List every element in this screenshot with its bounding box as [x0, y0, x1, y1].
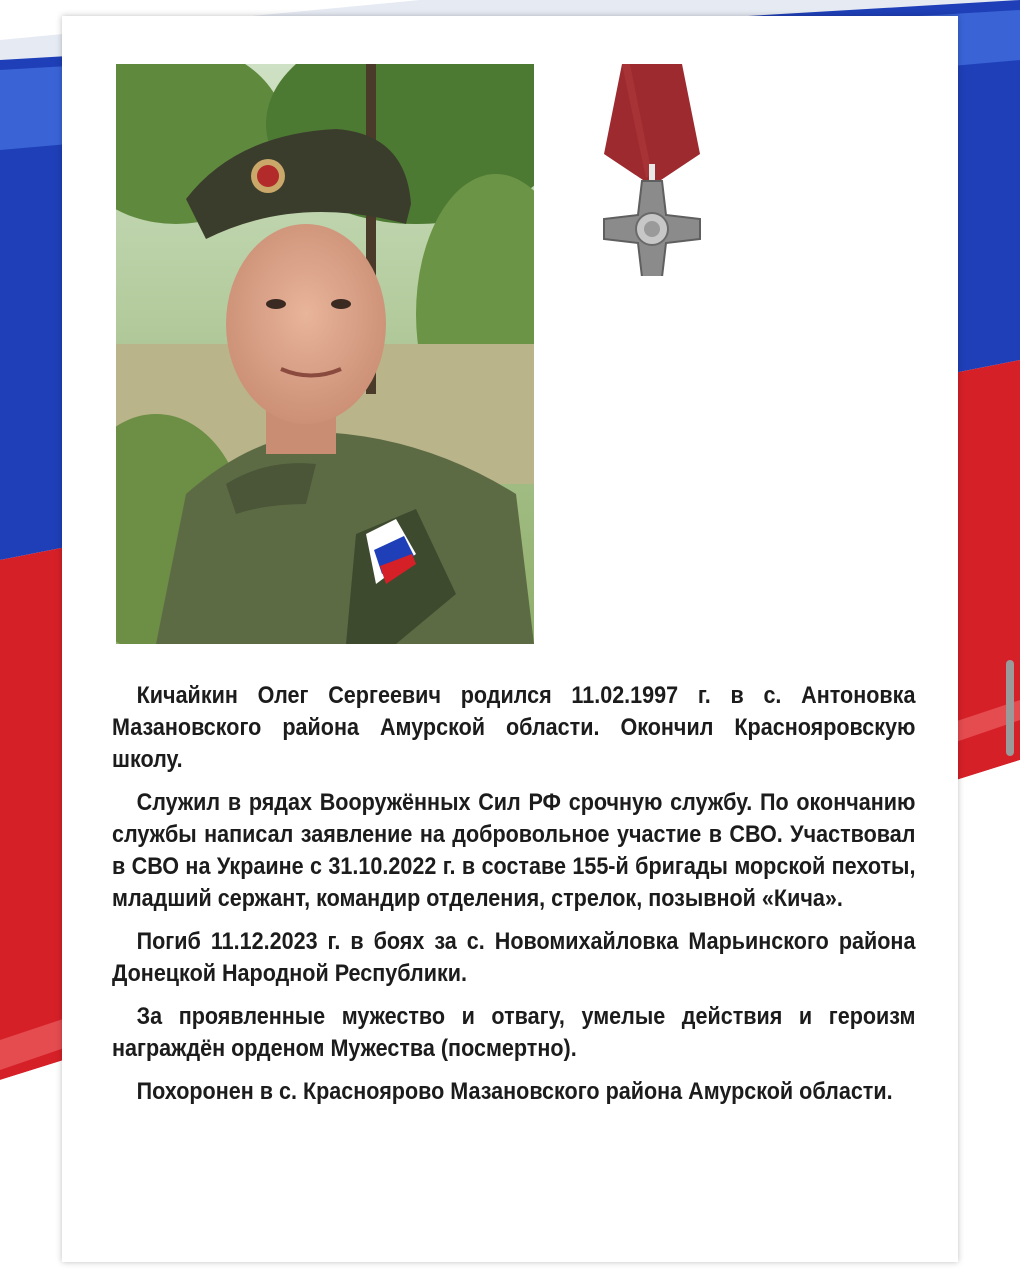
scrollbar-handle[interactable]	[1006, 660, 1014, 756]
order-of-courage-medal-icon	[596, 64, 708, 276]
bio-paragraph-birth: Кичайкин Олег Сергеевич родился 11.02.1997 г. в с. Антоновка Мазановского района Амурской области. Окончил Краснояровскую школу.	[112, 682, 916, 773]
soldier-portrait-photo	[116, 64, 534, 644]
biography-text	[112, 680, 915, 1119]
bio-paragraph-award: За проявленные мужество и отвагу, умелые действия и героизм награждён орденом Мужества (посмертно).	[112, 1003, 916, 1062]
portrait-image	[116, 64, 534, 644]
bio-paragraph-service: Служил в рядах Вооружённых Сил РФ срочную службу. По окончанию службы написал заявление на добровольное участие в СВО. Участвовал в СВО на Украине с 31.10.2022 г. в составе 155-й бригады морской пехоты, младший сержант, командир отделения, стрелок, позывной «Кича».	[112, 789, 916, 912]
bio-paragraph-death: Погиб 11.12.2023 г. в боях за с. Новомихайловка Марьинского района Донецкой Народной Республики.	[112, 928, 916, 987]
bio-paragraph-burial: Похоронен в с. Красноярово Мазановского района Амурской области.	[136, 1078, 893, 1105]
